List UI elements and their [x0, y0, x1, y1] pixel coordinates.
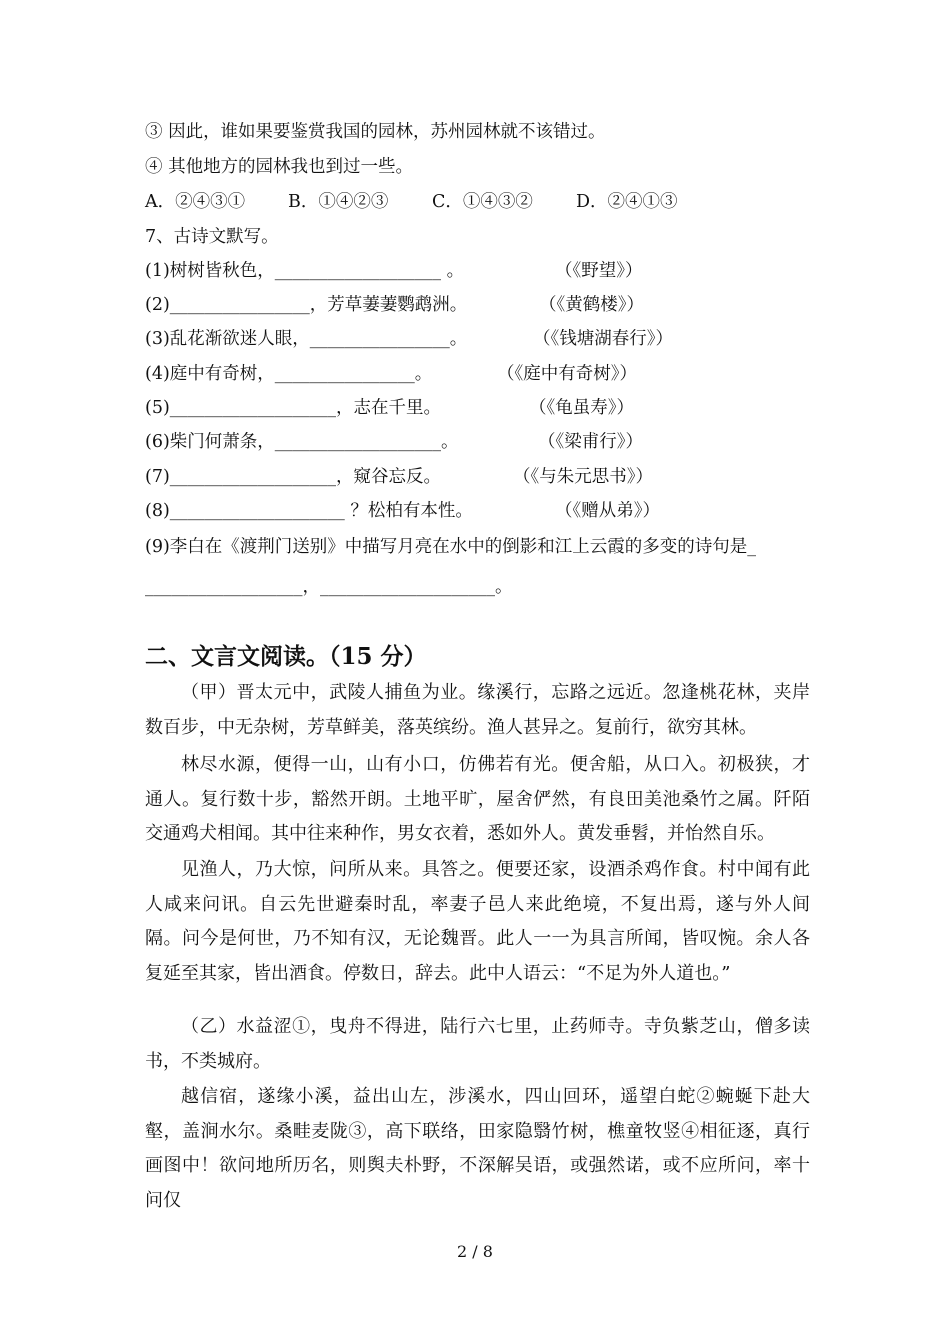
q7-line-9a: (9)李白在《渡荆门送别》中描写月亮在水中的倒影和江上云霞的多变的诗句是_ — [145, 537, 757, 557]
q7-line-7-source: （《与朱元思书》） — [513, 467, 653, 487]
q7-line-3-source: （《钱塘湖春行》） — [533, 329, 673, 349]
q6-option-b: B．①④②③ — [288, 192, 389, 212]
q7-line-1-source: （《野望》） — [555, 261, 643, 281]
q6-item-4: ④ 其他地方的园林我也到过一些。 — [145, 157, 414, 177]
q7-line-6-source: （《梁甫行》） — [538, 432, 643, 452]
passage-paragraph: 见渔人，乃大惊，问所从来。具答之。便要还家，设酒杀鸡作食。村中闻有此人咸来问讯。自云先世避秦时乱，率妻子邑人来此绝境，不复出焉，遂与外人间隔。问今是何世，乃不知有汉，无论魏晋。此人一一为具言所闻，皆叹惋。余人各复延至其家，皆出酒食。停数日，辞去。此中人语云：“不足为外人道也。” — [145, 859, 810, 984]
q7-title: 7、古诗文默写。 — [145, 227, 279, 247]
page-number: 2 / 8 — [457, 1242, 493, 1261]
q6-item-3: ③ 因此，谁如果要鉴赏我国的园林，苏州园林就不该错过。 — [145, 122, 606, 142]
passage-paragraph: 越信宿，遂缘小溪，益出山左，涉溪水，四山回环，遥望白蛇②蜿蜒下赴大壑，盖涧水尔。桑畦麦陇③，高下联络，田家隐翳竹树，樵童牧竖④相征逐，真行画图中！欲问地所历名，则舆夫朴野，不深解吴语，或强然诺，或不应所问，率十问仅 — [145, 1086, 810, 1211]
q7-line-4-text: (4)庭中有奇树，________________。 — [145, 364, 433, 384]
q7-line-2 — [145, 293, 815, 317]
q7-line-8-text: (8)____________________ ？松柏有本性。 — [145, 501, 473, 521]
q6-options — [145, 190, 815, 214]
q7-line-5 — [145, 396, 815, 420]
passage-paragraph: （甲）晋太元中，武陵人捕鱼为业。缘溪行，忘路之远近。忽逢桃花林，夹岸数百步，中无杂树，芳草鲜美，落英缤纷。渔人甚异之。复前行，欲穷其林。 — [145, 682, 810, 738]
q7-line-3-text: (3)乱花渐欲迷人眼，________________。 — [145, 329, 468, 349]
q7-line-5-source: （《龟虽寿》） — [529, 398, 634, 418]
q7-line-2-source: （《黄鹤楼》） — [539, 295, 644, 315]
q7-line-7-text: (7)___________________，窥谷忘反。 — [145, 467, 442, 487]
q7-line-8 — [145, 499, 815, 523]
passage-paragraph: （乙）水益涩①，曳舟不得进，陆行六七里，止药师寺。寺负紫芝山，僧多读书，不类城府。 — [145, 1016, 810, 1072]
q7-line-1 — [145, 259, 815, 283]
q7-line-7 — [145, 465, 815, 489]
q7-line-1-text: (1)树树皆秋色，___________________ 。 — [145, 261, 465, 281]
q6-option-c: C．①④③② — [432, 192, 533, 212]
q7-line-8-source: （《赠从弟》） — [555, 501, 660, 521]
q7-line-3 — [145, 327, 815, 351]
q7-line-6-text: (6)柴门何萧条，___________________。 — [145, 432, 459, 452]
section-heading: 二、文言文阅读。（15 分） — [145, 643, 427, 670]
q7-line-5-text: (5)___________________，志在千里。 — [145, 398, 442, 418]
q7-line-4-source: （《庭中有奇树》） — [497, 364, 637, 384]
q7-line-2-text: (2)________________，芳草萋萋鹦鹉洲。 — [145, 295, 468, 315]
q7-line-6 — [145, 430, 815, 454]
q6-option-d: D．②④①③ — [576, 192, 678, 212]
q7-line-9b: __________________，____________________。 — [145, 577, 513, 597]
q6-option-a: A．②④③① — [145, 192, 246, 212]
q7-line-4 — [145, 362, 815, 386]
passage-paragraph: 林尽水源，便得一山，山有小口，仿佛若有光。便舍船，从口入。初极狭，才通人。复行数十步，豁然开朗。土地平旷，屋舍俨然，有良田美池桑竹之属。阡陌交通鸡犬相闻。其中往来种作，男女衣着，悉如外人。黄发垂髫，并怡然自乐。 — [145, 754, 810, 844]
